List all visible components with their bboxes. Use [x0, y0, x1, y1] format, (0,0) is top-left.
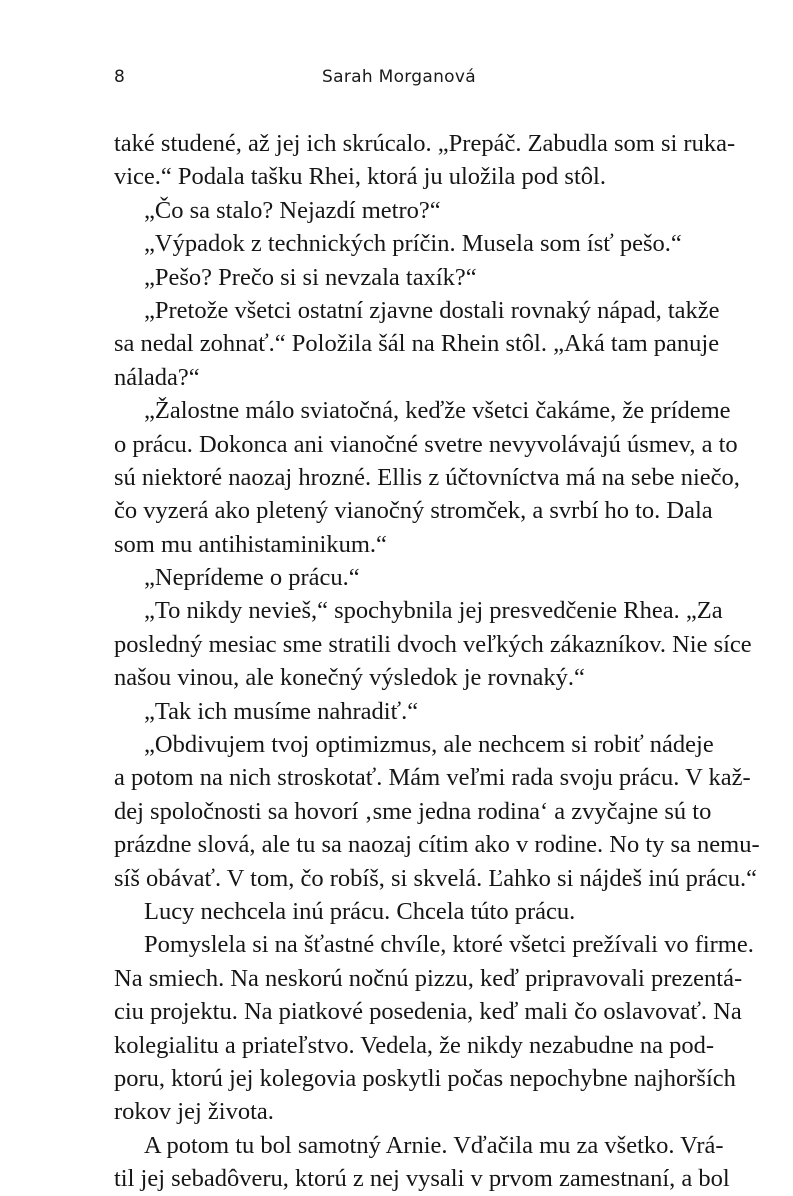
text-line: našou vinou, ale konečný výsledok je rovnaký.“	[114, 664, 585, 692]
text-line: sú niektoré naozaj hrozné. Ellis z účtovníctva má na sebe niečo,	[114, 463, 740, 491]
text-line: Na smiech. Na neskorú nočnú pizzu, keď pripravovali prezentá-	[114, 964, 743, 992]
text-line: ciu projektu. Na piatkové posedenia, keď mali čo oslavovať. Na	[114, 998, 742, 1026]
text-line: rokov jej života.	[114, 1098, 274, 1126]
text-line: sa nedal zohnať.“ Položila šál na Rhein stôl. „Aká tam panuje	[114, 330, 720, 358]
text-line: dej spoločnosti sa hovorí ‚sme jedna rodina‘ a zvyčajne sú to	[114, 797, 712, 825]
text-line: a potom na nich stroskotať. Mám veľmi rada svoju prácu. V kaž-	[114, 764, 751, 792]
text-line: „Čo sa stalo? Nejazdí metro?“	[144, 196, 441, 224]
text-line: také studené, až jej ich skrúcalo. „Prepáč. Zabudla som si ruka-	[114, 130, 736, 157]
text-line: Pomyslela si na šťastné chvíle, ktoré všetci prežívali vo firme.	[144, 931, 754, 959]
text-line: Lucy nechcela inú prácu. Chcela túto prácu.	[144, 897, 576, 925]
text-line: vice.“ Podala tašku Rhei, ktorá ju uložila pod stôl.	[114, 163, 606, 191]
text-line: som mu antihistaminikum.“	[114, 530, 387, 558]
text-line: síš obávať. V tom, čo robíš, si skvelá. Ľahko si nájdeš inú prácu.“	[114, 864, 758, 892]
text-line: kolegialitu a priateľstvo. Vedela, že nikdy nezabudne na pod-	[114, 1031, 715, 1059]
body-text	[114, 127, 760, 1196]
text-line: „Tak ich musíme nahradiť.“	[144, 697, 419, 725]
text-line: čo vyzerá ako pletený vianočný stromček, a svrbí ho to. Dala	[114, 497, 713, 525]
running-header	[114, 62, 684, 92]
page-number: 8	[114, 67, 125, 87]
text-line: o prácu. Dokonca ani vianočné svetre nevyvolávajú úsmev, a to	[114, 430, 738, 458]
text-line: „Neprídeme o prácu.“	[144, 564, 360, 592]
text-line: „Obdivujem tvoj optimizmus, ale nechcem si robiť nádeje	[144, 731, 714, 759]
text-line: posledný mesiac sme stratili dvoch veľkých zákazníkov. Nie síce	[114, 630, 752, 658]
text-line: „To nikdy nevieš,“ spochybnila jej presvedčenie Rhea. „Za	[144, 597, 723, 625]
text-line: „Pešo? Prečo si si nevzala taxík?“	[144, 263, 477, 291]
text-line: prázdne slová, ale tu sa naozaj cítim ako v rodine. No ty sa nemu-	[114, 831, 760, 859]
text-line: nálada?“	[114, 363, 200, 391]
text-line: „Žalostne málo sviatočná, keďže všetci čakáme, že prídeme	[144, 397, 731, 425]
text-line: til jej sebadôveru, ktorú z nej vysali v prvom zamestnaní, a bol	[114, 1165, 730, 1193]
running-title-author: Sarah Morganová	[322, 67, 476, 87]
text-line: „Pretože všetci ostatní zjavne dostali rovnaký nápad, takže	[144, 296, 720, 324]
text-line: A potom tu bol samotný Arnie. Vďačila mu za všetko. Vrá-	[144, 1131, 724, 1159]
text-line: „Výpadok z technických príčin. Musela som ísť pešo.“	[144, 230, 682, 258]
text-line: poru, ktorú jej kolegovia poskytli počas nepochybne najhorších	[114, 1064, 736, 1092]
